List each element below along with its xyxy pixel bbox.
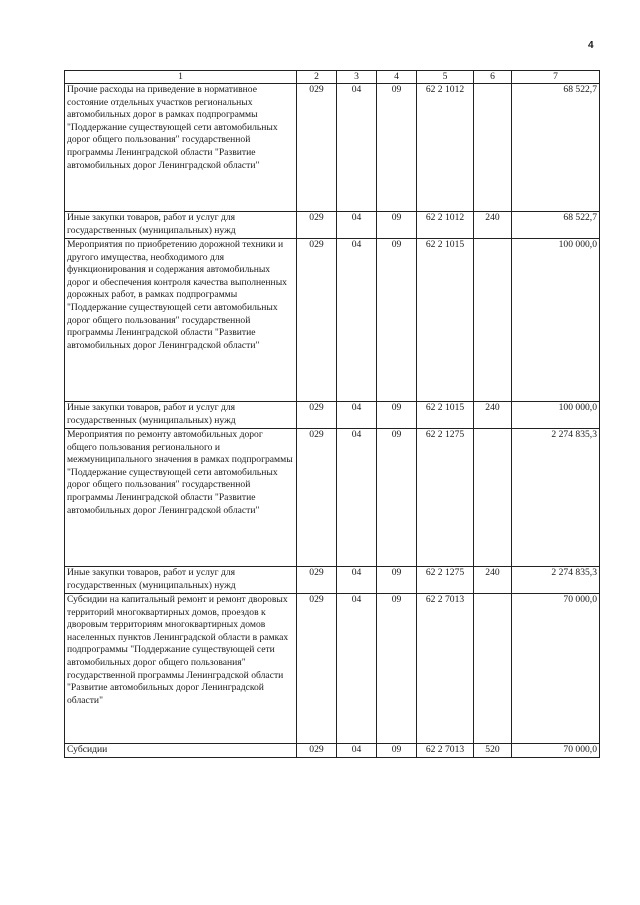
row-expense-type bbox=[474, 84, 512, 212]
row-name: Мероприятия по ремонту автомобильных дорог общего пользования регионального и межмуниципального значения в рамках подпрограммы "Поддержание существующей сети автомобильных дорог общего пользования" государственной программы Ленинградской области "Развитие автомобильных дорог Ленинградской области" bbox=[65, 429, 297, 567]
row-target-item: 62 2 1015 bbox=[417, 402, 474, 429]
row-expense-type: 520 bbox=[474, 744, 512, 758]
row-name: Прочие расходы на приведение в нормативное состояние отдельных участков региональных автомобильных дорог в рамках подпрограммы "Поддержание существующей сети автомобильных дорог общего пользования" государственной программы Ленинградской области "Развитие автомобильных дорог Ленинградской области" bbox=[65, 84, 297, 212]
row-name: Субсидии на капитальный ремонт и ремонт дворовых территорий многоквартирных домов, проездов к дворовым территориям многоквартирных домов населенных пунктов Ленинградской области в рамках подпрограммы "Поддержание существующей сети автомобильных дорог общего пользования" государственной программы Ленинградской области "Развитие автомобильных дорог Ленинградской области" bbox=[65, 594, 297, 744]
row-target-item: 62 2 1275 bbox=[417, 567, 474, 594]
header-col-3: 3 bbox=[337, 71, 377, 84]
row-admin-code: 029 bbox=[297, 212, 337, 239]
row-expense-type: 240 bbox=[474, 402, 512, 429]
row-section: 04 bbox=[337, 212, 377, 239]
row-target-item: 62 2 1275 bbox=[417, 429, 474, 567]
header-col-2: 2 bbox=[297, 71, 337, 84]
row-admin-code: 029 bbox=[297, 744, 337, 758]
row-amount: 100 000,0 bbox=[512, 239, 600, 402]
row-section: 04 bbox=[337, 84, 377, 212]
table-row bbox=[65, 402, 600, 429]
row-amount: 100 000,0 bbox=[512, 402, 600, 429]
row-expense-type bbox=[474, 429, 512, 567]
row-amount: 68 522,7 bbox=[512, 212, 600, 239]
row-admin-code: 029 bbox=[297, 567, 337, 594]
row-name: Иные закупки товаров, работ и услуг для государственных (муниципальных) нужд bbox=[65, 402, 297, 429]
row-name: Мероприятия по приобретению дорожной техники и другого имущества, необходимого для функционирования и содержания автомобильных дорог и обеспечения контроля качества выполненных дорожных работ, в рамках подпрограммы "Поддержание существующей сети автомобильных дорог общего пользования" государственной программы Ленинградской области "Развитие автомобильных дорог Ленинградской области" bbox=[65, 239, 297, 402]
row-section: 04 bbox=[337, 239, 377, 402]
header-col-5: 5 bbox=[417, 71, 474, 84]
row-subsection: 09 bbox=[377, 744, 417, 758]
table-row bbox=[65, 239, 600, 402]
header-row bbox=[65, 71, 600, 84]
row-subsection: 09 bbox=[377, 594, 417, 744]
row-admin-code: 029 bbox=[297, 84, 337, 212]
table-row bbox=[65, 567, 600, 594]
table-row bbox=[65, 744, 600, 758]
row-amount: 70 000,0 bbox=[512, 594, 600, 744]
row-admin-code: 029 bbox=[297, 239, 337, 402]
row-section: 04 bbox=[337, 594, 377, 744]
row-subsection: 09 bbox=[377, 567, 417, 594]
table-row bbox=[65, 429, 600, 567]
row-name: Иные закупки товаров, работ и услуг для государственных (муниципальных) нужд bbox=[65, 567, 297, 594]
row-name: Субсидии bbox=[65, 744, 297, 758]
header-col-7: 7 bbox=[512, 71, 600, 84]
row-target-item: 62 2 7013 bbox=[417, 594, 474, 744]
page-number: 4 bbox=[588, 40, 594, 51]
row-admin-code: 029 bbox=[297, 594, 337, 744]
header-col-6: 6 bbox=[474, 71, 512, 84]
row-subsection: 09 bbox=[377, 402, 417, 429]
row-amount: 2 274 835,3 bbox=[512, 567, 600, 594]
header-col-1: 1 bbox=[65, 71, 297, 84]
row-name: Иные закупки товаров, работ и услуг для государственных (муниципальных) нужд bbox=[65, 212, 297, 239]
budget-table bbox=[64, 70, 600, 758]
row-admin-code: 029 bbox=[297, 402, 337, 429]
row-subsection: 09 bbox=[377, 239, 417, 402]
table-row bbox=[65, 212, 600, 239]
row-expense-type: 240 bbox=[474, 567, 512, 594]
row-subsection: 09 bbox=[377, 212, 417, 239]
row-section: 04 bbox=[337, 744, 377, 758]
row-target-item: 62 2 1012 bbox=[417, 84, 474, 212]
row-admin-code: 029 bbox=[297, 429, 337, 567]
row-target-item: 62 2 1015 bbox=[417, 239, 474, 402]
row-amount: 70 000,0 bbox=[512, 744, 600, 758]
table-row bbox=[65, 84, 600, 212]
row-amount: 2 274 835,3 bbox=[512, 429, 600, 567]
row-section: 04 bbox=[337, 402, 377, 429]
row-target-item: 62 2 1012 bbox=[417, 212, 474, 239]
row-expense-type bbox=[474, 594, 512, 744]
row-subsection: 09 bbox=[377, 84, 417, 212]
header-col-4: 4 bbox=[377, 71, 417, 84]
row-subsection: 09 bbox=[377, 429, 417, 567]
table-row bbox=[65, 594, 600, 744]
row-section: 04 bbox=[337, 429, 377, 567]
row-expense-type: 240 bbox=[474, 212, 512, 239]
row-section: 04 bbox=[337, 567, 377, 594]
row-amount: 68 522,7 bbox=[512, 84, 600, 212]
row-expense-type bbox=[474, 239, 512, 402]
row-target-item: 62 2 7013 bbox=[417, 744, 474, 758]
